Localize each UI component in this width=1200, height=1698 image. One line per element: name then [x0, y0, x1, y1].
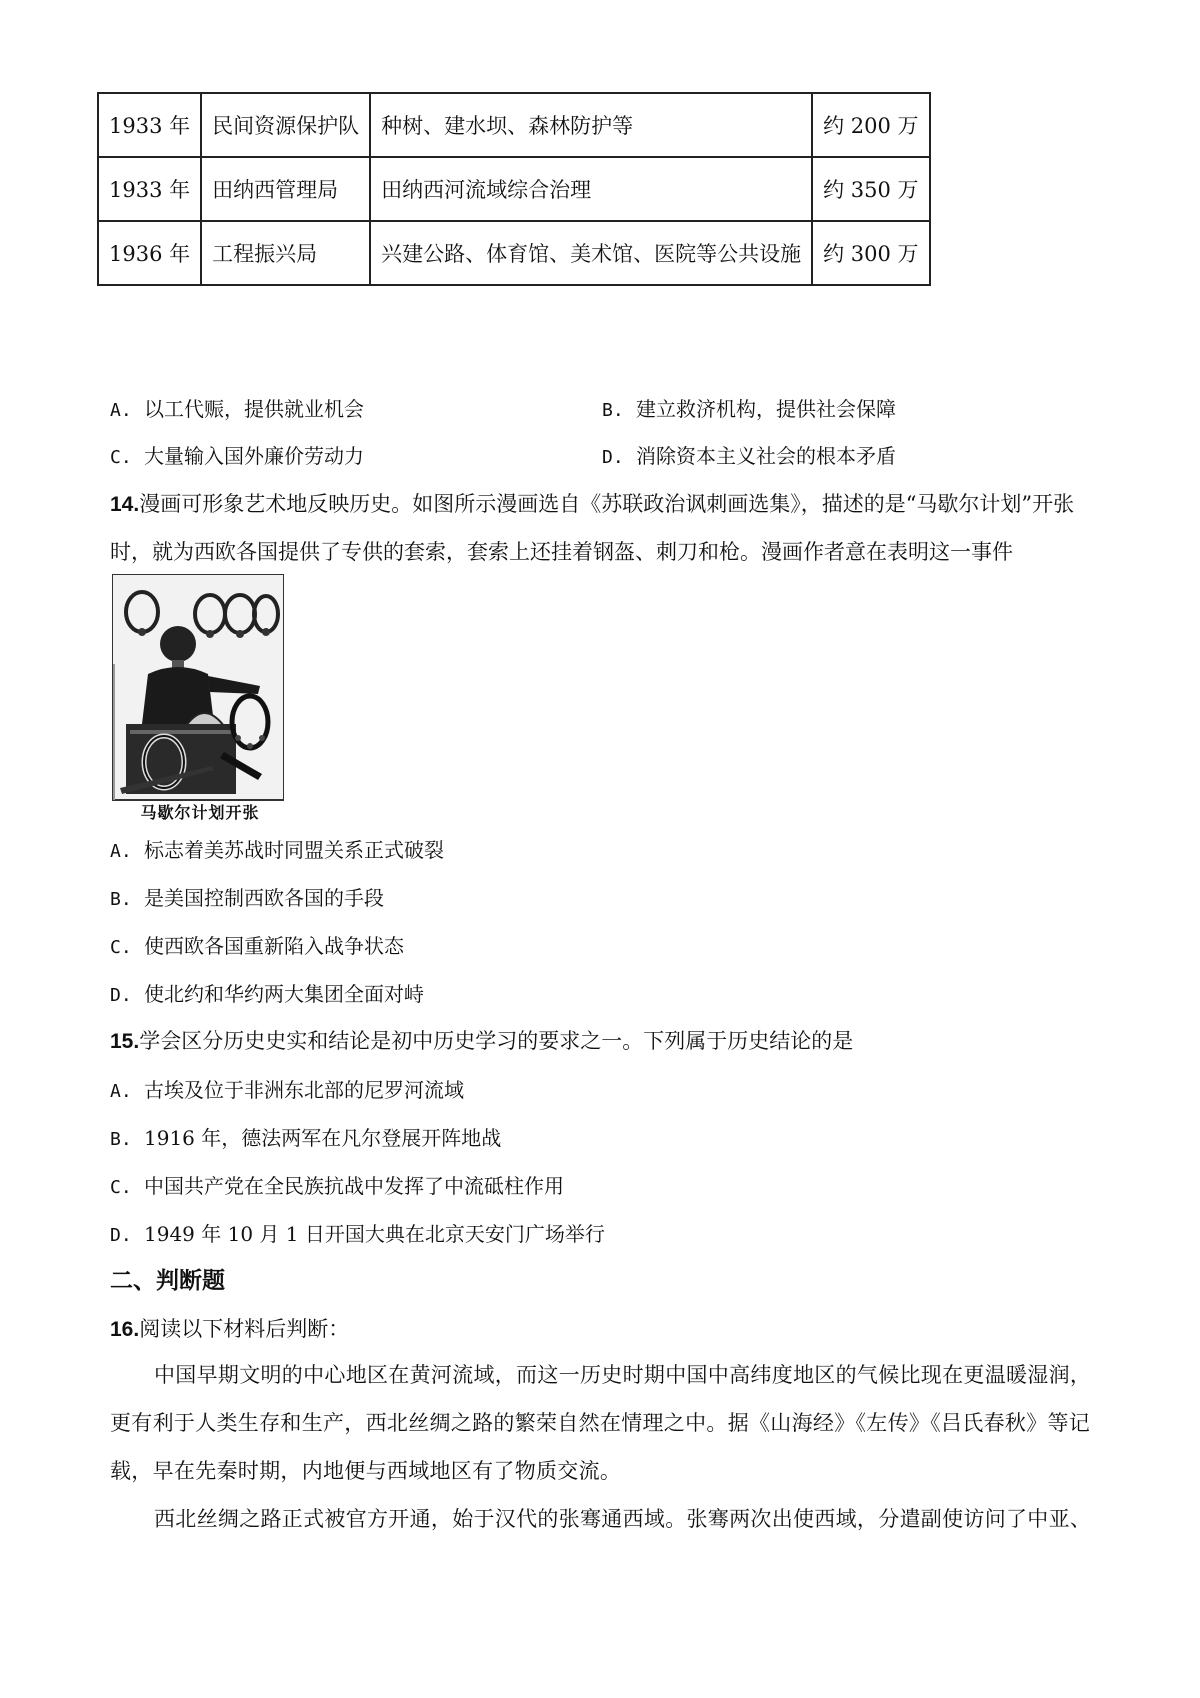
- option-letter: A.: [110, 1081, 132, 1102]
- table-row: [98, 93, 930, 157]
- question-number: 15.: [110, 1030, 140, 1053]
- table-cell-agency: 民间资源保护队: [201, 93, 370, 157]
- q14-stem-line1: [110, 488, 1074, 518]
- option-letter: D.: [110, 1225, 132, 1246]
- q15-option-d[interactable]: [110, 1218, 605, 1247]
- option-letter: C.: [110, 447, 132, 468]
- table-cell-work: 兴建公路、体育馆、美术馆、医院等公共设施: [370, 221, 812, 285]
- cartoon-illustration: [112, 574, 284, 822]
- option-text: 使北约和华约两大集团全面对峙: [144, 982, 424, 1006]
- table-row: [98, 221, 930, 285]
- q14-option-d[interactable]: [110, 978, 424, 1007]
- option-letter: D.: [110, 985, 132, 1006]
- option-letter: B.: [602, 400, 624, 421]
- marshall-plan-cartoon: [112, 574, 284, 822]
- question-number: 16.: [110, 1318, 140, 1341]
- table-cell-people: 约 350 万: [812, 157, 929, 221]
- q14-option-c[interactable]: [110, 930, 404, 959]
- section-heading: 二、判断题: [110, 1268, 225, 1294]
- option-text: 以工代赈，提供就业机会: [144, 397, 364, 421]
- option-letter: A.: [110, 841, 132, 862]
- q13-option-b[interactable]: [602, 393, 896, 422]
- table-row: [98, 157, 930, 221]
- option-text: 消除资本主义社会的根本矛盾: [636, 444, 896, 468]
- q14-option-a[interactable]: [110, 834, 444, 863]
- option-text: 古埃及位于非洲东北部的尼罗河流域: [144, 1078, 464, 1102]
- cartoon-caption: 马歇尔计划开张: [140, 803, 260, 822]
- q13-option-c[interactable]: [110, 440, 364, 469]
- table-cell-year: 1936 年: [98, 221, 201, 285]
- option-text: 是美国控制西欧各国的手段: [144, 886, 384, 910]
- q14-stem-line2: 时，就为西欧各国提供了专供的套索，套索上还挂着钢盔、刺刀和枪。漫画作者意在表明这一事件: [110, 540, 1013, 564]
- q16-stem: [110, 1313, 349, 1343]
- q13-option-a[interactable]: [110, 393, 364, 422]
- option-letter: D.: [602, 447, 624, 468]
- option-letter: C.: [110, 937, 132, 958]
- question-text: 阅读以下材料后判断：: [139, 1317, 350, 1341]
- option-letter: B.: [110, 1129, 132, 1150]
- option-letter: A.: [110, 400, 132, 421]
- q15-option-c[interactable]: [110, 1170, 564, 1199]
- option-text: 1916 年，德法两军在凡尔登展开阵地战: [144, 1126, 502, 1150]
- q16-passage-paragraph-2: 西北丝绸之路正式被官方开通，始于汉代的张骞通西域。张骞两次出使西域，分遣副使访问了中亚、: [154, 1507, 1092, 1531]
- q15-option-a[interactable]: [110, 1074, 464, 1103]
- option-text: 中国共产党在全民族抗战中发挥了中流砥柱作用: [144, 1174, 564, 1198]
- q16-passage-paragraph-1: 中国早期文明的中心地区在黄河流域，而这一历史时期中国中高纬度地区的气候比现在更温暖湿润，更有利于人类生存和生产，西北丝绸之路的繁荣自然在情理之中。据《山海经》《左传》《吕氏春秋》等记载，早在先秦时期，内地便与西域地区有了物质交流。: [110, 1363, 1092, 1483]
- question-text: 漫画可形象艺术地反映历史。如图所示漫画选自《苏联政治讽刺画选集》，描述的是“马歇尔计划”开张: [139, 492, 1075, 516]
- q14-option-b[interactable]: [110, 882, 384, 911]
- question-number: 14.: [110, 493, 140, 516]
- option-letter: C.: [110, 1177, 132, 1198]
- option-text: 标志着美苏战时同盟关系正式破裂: [144, 838, 444, 862]
- option-letter: B.: [110, 889, 132, 910]
- table-cell-agency: 田纳西管理局: [201, 157, 370, 221]
- option-text: 建立救济机构，提供社会保障: [636, 397, 896, 421]
- question-text: 学会区分历史史实和结论是初中历史学习的要求之一。下列属于历史结论的是: [139, 1029, 854, 1053]
- option-text: 大量输入国外廉价劳动力: [144, 444, 364, 468]
- q13-option-d[interactable]: [602, 440, 896, 469]
- table-cell-people: 约 200 万: [812, 93, 929, 157]
- q15-option-b[interactable]: [110, 1122, 501, 1151]
- table-cell-year: 1933 年: [98, 157, 201, 221]
- q15-stem: [110, 1025, 853, 1055]
- relief-programs-table: [97, 92, 931, 286]
- table-cell-year: 1933 年: [98, 93, 201, 157]
- option-text: 1949 年 10 月 1 日开国大典在北京天安门广场举行: [144, 1222, 605, 1246]
- table-cell-work: 田纳西河流域综合治理: [370, 157, 812, 221]
- table-cell-people: 约 300 万: [812, 221, 929, 285]
- table-cell-agency: 工程振兴局: [201, 221, 370, 285]
- option-text: 使西欧各国重新陷入战争状态: [144, 934, 404, 958]
- table-cell-work: 种树、建水坝、森林防护等: [370, 93, 812, 157]
